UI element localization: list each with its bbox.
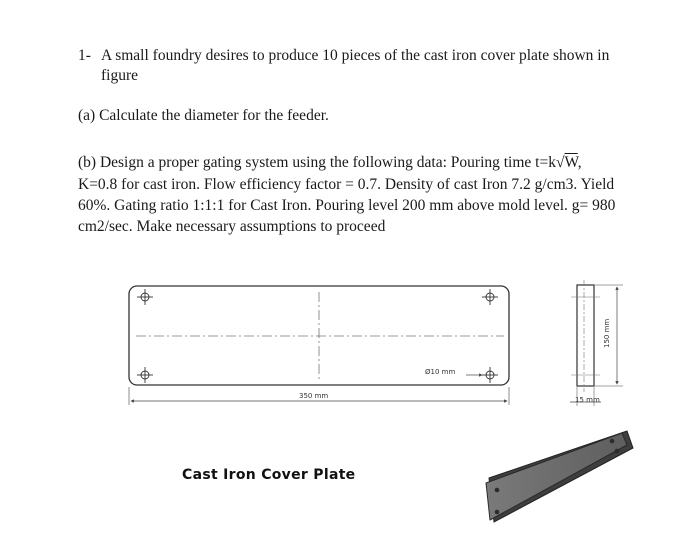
thickness-label: 15 mm [575, 396, 600, 404]
hole-top-right [482, 289, 498, 305]
hole-bottom-left [137, 367, 153, 383]
plate-3d-view [486, 431, 633, 522]
question-text-line-2: figure [101, 67, 139, 84]
part-b-line-3: 60%. Gating ratio 1:1:1 for Cast Iron. Pouring level 200 mm above mold level. g= 980 [78, 197, 616, 214]
part-b-line-2: K=0.8 for cast iron. Flow efficiency factor = 0.7. Density of cast Iron 7.2 g/cm3. Yield [78, 176, 615, 193]
height-label: 150 mm [603, 318, 611, 348]
part-b-line-1-pre: (b) Design a proper gating system using the following data: Pouring time t=k [78, 154, 556, 171]
plate-side-view [577, 285, 594, 386]
part-b-line-4: cm2/sec. Make necessary assumptions to proceed [78, 218, 386, 235]
part-b-line-1-radicand: W [564, 154, 578, 171]
hole-bottom-right [482, 367, 498, 383]
hole-top-left [137, 289, 153, 305]
hole-diameter-label: Ø10 mm [425, 368, 456, 376]
question-number: 1- [78, 47, 91, 64]
figure-caption: Cast Iron Cover Plate [182, 467, 356, 483]
sqrt-sign-icon: √ [555, 154, 565, 171]
part-a-text: (a) Calculate the diameter for the feeder. [78, 107, 329, 124]
question-text-line-1: A small foundry desires to produce 10 pieces of the cast iron cover plate shown in [101, 47, 610, 64]
part-b-line-1-post: , [577, 154, 582, 171]
length-label: 350 mm [299, 392, 329, 400]
